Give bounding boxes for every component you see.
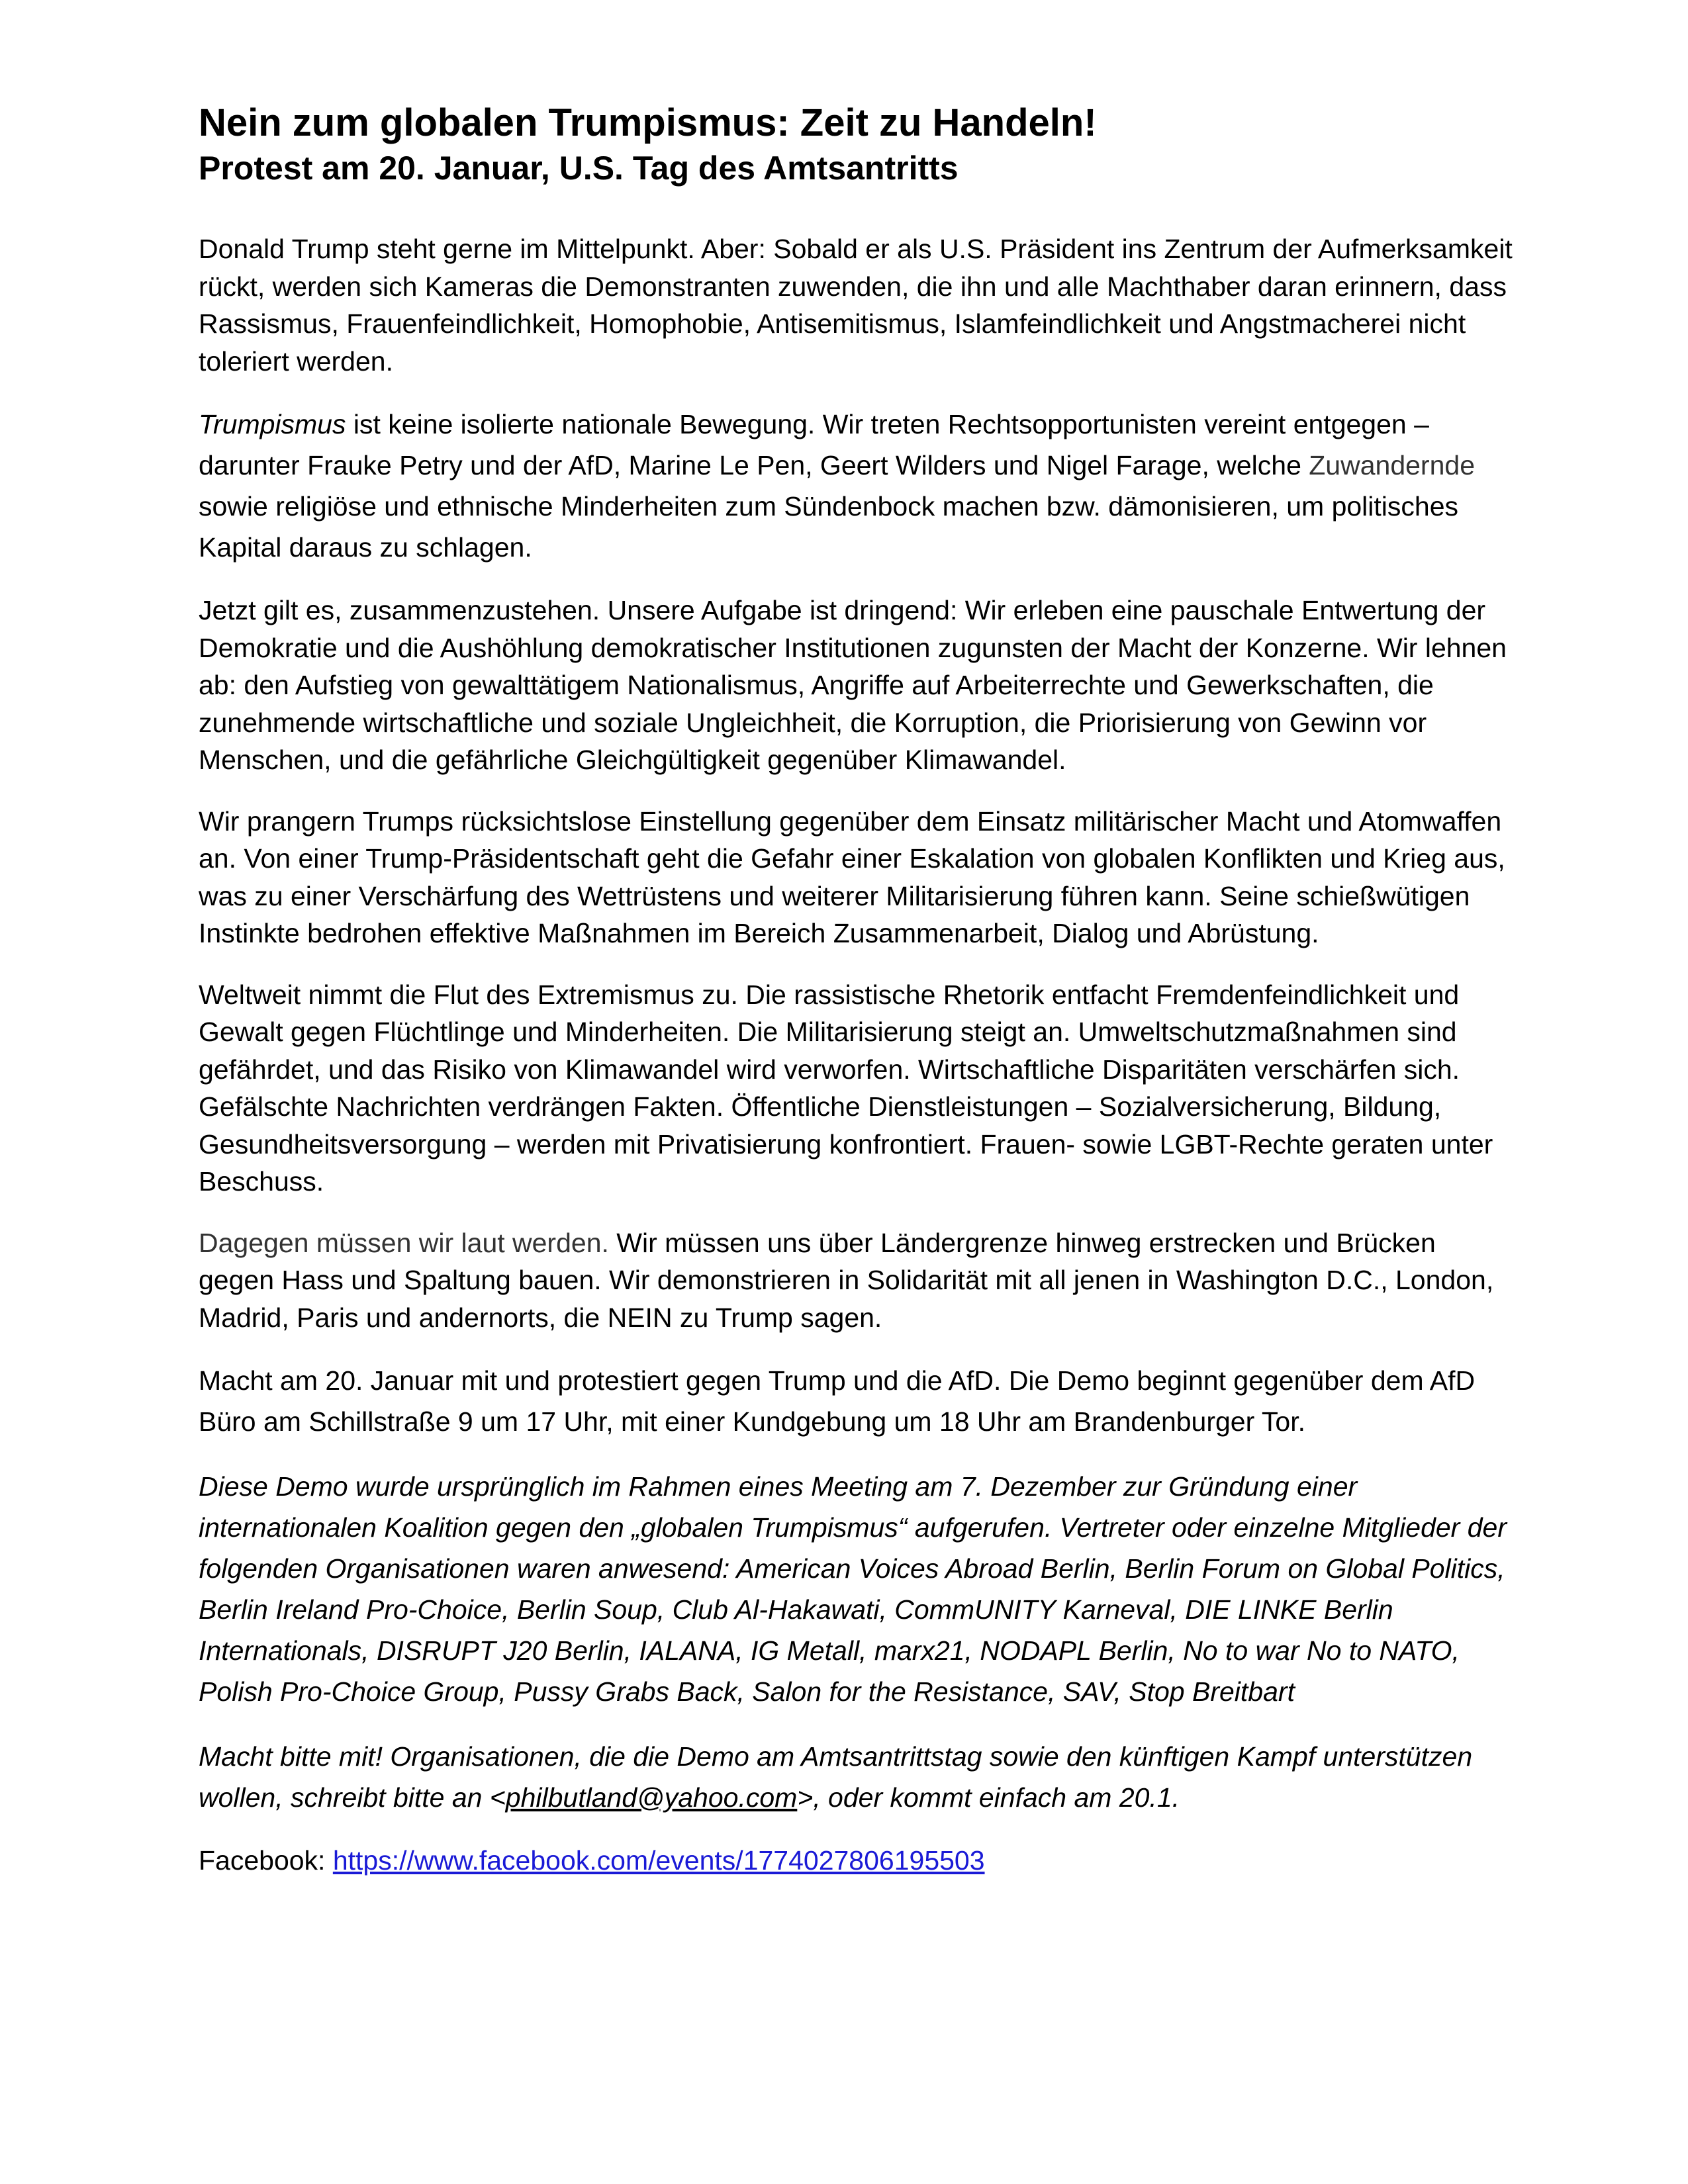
paragraph-trumpismus-text-b: sowie religiöse und ethnische Minderheiten zum Sündenbock machen bzw. dämonisieren, um politisches Kapital daraus zu schlagen. (199, 491, 1458, 563)
solidaritaet-text: Wir müssen uns über Ländergrenze hinweg erstrecken und Brücken gegen Hass und Spaltung bauen. Wir demonstrieren in Solidarität mit all jenen in Washington D.C., London, Madrid, Paris und andernorts, die NEIN zu Trump sagen. (199, 1227, 1494, 1333)
zuwandernde-word: Zuwandernde (1309, 450, 1475, 480)
trumpismus-emphasis: Trumpismus (199, 409, 346, 439)
page-title: Nein zum globalen Trumpismus: Zeit zu Handeln! (199, 101, 1097, 144)
paragraph-organisationen: Diese Demo wurde ursprünglich im Rahmen eines Meeting am 7. Dezember zur Gründung einer internationalen Koalition gegen den „globalen Trumpismus“ aufgerufen. Vertreter oder einzelne Mitglieder der folgenden Organisationen waren anwesend: American Voices Abroad Berlin, Berlin Forum on Global Politics, Berlin Ireland Pro-Choice, Berlin Soup, Club Al-Hakawati, CommUNITY Karneval, DIE LINKE Berlin Internationals, DISRUPT J20 Berlin, IALANA, IG Metall, marx21, NODAPL Berlin, No to war No to NATO, Polish Pro-Choice Group, Pussy Grabs Back, Salon for the Resistance, SAV, Stop Breitbart (199, 1471, 1507, 1707)
paragraph-trumpismus-text-a: ist keine isolierte nationale Bewegung. Wir treten Rechtsopportunisten vereint entgegen – darunter Frauke Petry und der AfD, Marine Le Pen, Geert Wilders und Nigel Farage, welche (199, 409, 1429, 480)
aufruf-text-a: Macht bitte mit! Organisationen, die die Demo am Amtsantrittstag sowie den künftigen Kampf unterstützen wollen, schreibt bitte an < (199, 1741, 1473, 1813)
paragraph-solidaritaet (199, 1224, 1516, 1337)
facebook-event-link[interactable]: https://www.facebook.com/events/1774027806195503 (332, 1845, 985, 1876)
paragraph-militaer: Wir prangern Trumps rücksichtslose Einstellung gegenüber dem Einsatz militärischer Macht und Atomwaffen an. Von einer Trump-Präsidentschaft geht die Gefahr einer Eskalation von globalen Konflikten und Krieg aus, was zu einer Verschärfung des Wettrüstens und weiterer Militarisierung führen kann. Seine schießwütigen Instinkte bedrohen effektive Maßnahmen im Bereich Zusammenarbeit, Dialog und Abrüstung. (199, 805, 1505, 948)
solidaritaet-lead: Dagegen müssen wir laut werden. (199, 1227, 609, 1258)
aufruf-text-b: >, oder kommt einfach am 20.1. (797, 1782, 1180, 1813)
facebook-line (199, 1842, 1516, 1880)
paragraph-demo-info: Macht am 20. Januar mit und protestiert gegen Trump und die AfD. Die Demo beginnt gegenüber dem AfD Büro am Schillstraße 9 um 17 Uhr, mit einer Kundgebung um 18 Uhr am Brandenburger Tor. (199, 1365, 1476, 1437)
page-subtitle: Protest am 20. Januar, U.S. Tag des Amtsantritts (199, 150, 959, 187)
paragraph-intro: Donald Trump steht gerne im Mittelpunkt. Aber: Sobald er als U.S. Präsident ins Zentrum der Aufmerksamkeit rückt, werden sich Kameras die Demonstranten zuwenden, die ihn und alle Machthaber daran erinnern, dass Rassismus, Frauenfeindlichkeit, Homophobie, Antisemitismus, Islamfeindlichkeit und Angstmacherei nicht toleriert werden. (199, 234, 1513, 377)
paragraph-zusammenstehen: Jetzt gilt es, zusammenzustehen. Unsere Aufgabe ist dringend: Wir erleben eine pauschale Entwertung der Demokratie und die Aushöhlung demokratischer Institutionen zugunsten der Macht der Konzerne. Wir lehnen ab: den Aufstieg von gewalttätigem Nationalismus, Angriffe auf Arbeiterrechte und Gewerkschaften, die zunehmende wirtschaftliche und soziale Ungleichheit, die Korruption, die Priorisierung von Gewinn vor Menschen, und die gefährliche Gleichgültigkeit gegenüber Klimawandel. (199, 595, 1507, 775)
paragraph-extremismus: Weltweit nimmt die Flut des Extremismus zu. Die rassistische Rhetorik entfacht Fremdenfeindlichkeit und Gewalt gegen Flüchtlinge und Minderheiten. Die Militarisierung steigt an. Umweltschutzmaßnahmen sind gefährdet, und das Risiko von Klimawandel wird verworfen. Wirtschaftliche Disparitäten verschärfen sich. Gefälschte Nachrichten verdrängen Fakten. Öffentliche Dienstleistungen – Sozialversicherung, Bildung, Gesundheitsversorgung – werden mit Privatisierung konfrontiert. Frauen- sowie LGBT-Rechte geraten unter Beschuss. (199, 979, 1493, 1197)
facebook-label: Facebook: (199, 1845, 333, 1876)
document-page (199, 99, 1516, 1903)
paragraph-aufruf (199, 1736, 1516, 1818)
paragraph-trumpismus (199, 404, 1516, 568)
email-link[interactable]: philbutland@yahoo.com (505, 1782, 798, 1813)
